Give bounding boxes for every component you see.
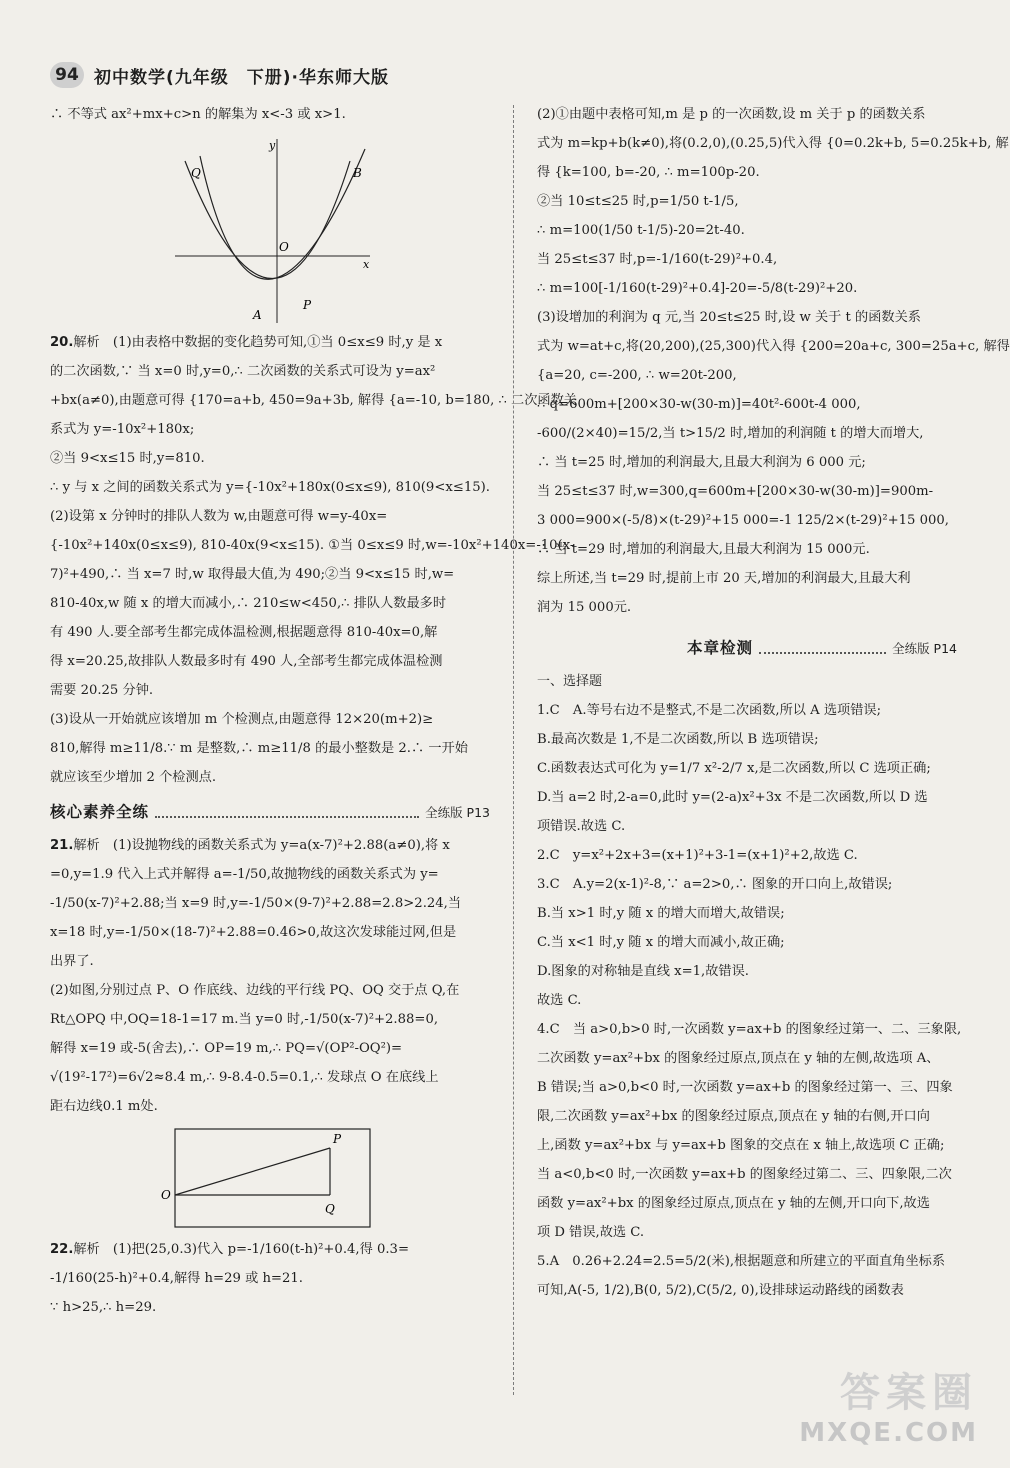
answer-line: 3 000=900×(-5/8)×(t-29)²+15 000=-1 125/2×(t-29)²+15 000, [537, 513, 949, 528]
answer-line: 810,解得 m≥11/8.∵ m 是整数,∴ m≥11/8 的最小整数是 2.∴ 一开始 [50, 741, 468, 756]
answer-line: C.当 x<1 时,y 随 x 的增大而减小,故正确; [537, 935, 785, 950]
answer-line: (2)如图,分别过点 P、O 作底线、边线的平行线 PQ、OQ 交于点 Q,在 [50, 983, 460, 998]
column-divider [513, 105, 514, 1395]
answer-line: √(19²-17²)=6√2≈8.4 m,∴ 9-8.4-0.5=0.1,∴ 发球点 O 在底线上 [50, 1070, 439, 1085]
answer-line: 得 x=20.25,故排队人数最多时有 490 人,全部考生都完成体温检测 [50, 654, 443, 669]
parabola-2 [185, 161, 350, 279]
answer-line: ∴ m=100(1/50 t-1/5)-20=2t-40. [537, 223, 745, 238]
label-P: P [303, 298, 312, 312]
answer-line: 5.A 0.26+2.24=2.5=5/2(米),根据题意和所建立的平面直角坐标系 [537, 1254, 946, 1269]
answer-line: 3.C A.y=2(x-1)²-8,∵ a=2>0,∴ 图象的开口向上,故错误; [537, 877, 893, 892]
answer-line: C.函数表达式可化为 y=1/7 x²-2/7 x,是二次函数,所以 C 选项正确; [537, 761, 931, 776]
answer-line: 810-40x,w 随 x 的增大而减小,∴ 210≤w<450,∴ 排队人数最多时 [50, 596, 447, 611]
watermark [799, 1361, 978, 1448]
answer-line: 2.C y=x²+2x+3=(x+1)²+3-1=(x+1)²+2,故选 C. [537, 848, 858, 863]
label-A: A [253, 308, 262, 322]
answer-line: D.图象的对称轴是直线 x=1,故错误. [537, 964, 749, 979]
watermark-url: MXQE.COM [799, 1418, 978, 1448]
answer-line: ②当 10≤t≤25 时,p=1/50 t-1/5, [537, 194, 739, 209]
answer-line: 上,函数 y=ax²+bx 与 y=ax+b 图象的交点在 x 轴上,故选项 C 正确; [537, 1138, 945, 1153]
answer-line: 系式为 y=-10x²+180x; [50, 422, 195, 437]
answer-line: 解得 x=19 或-5(舍去),∴ OP=19 m,∴ PQ=√(OP²-OQ²)= [50, 1041, 403, 1056]
label-Q: Q [191, 166, 201, 180]
answer-line: x=18 时,y=-1/50×(18-7)²+2.88=0.46>0,故这次发球能过网,但是 [50, 925, 457, 940]
question-number: 20. [50, 335, 74, 350]
section-page-ref: 全练版 P13 [425, 805, 490, 820]
watermark-text: 答案圈 [840, 1370, 978, 1416]
answer-line: 解析 (1)设抛物线的函数关系式为 y=a(x-7)²+2.88(a≠0),将 x [73, 838, 450, 853]
answer-line: ②当 9<x≤15 时,y=810. [50, 451, 205, 466]
section-title: 核心素养全练 [50, 803, 150, 821]
section-page-ref: 全练版 P14 [892, 641, 957, 656]
answer-line: 7)²+490,∴ 当 x=7 时,w 取得最大值,为 490;②当 9<x≤15 时,w= [50, 567, 455, 582]
question-22-continued [537, 100, 1010, 622]
answer-line: 有 490 人.要全部考生都完成体温检测,根据题意得 810-40x=0,解 [50, 625, 438, 640]
question-number: 22. [50, 1242, 74, 1257]
answer-line: 距右边线0.1 m处. [50, 1099, 158, 1114]
dotted-leader [155, 808, 419, 818]
dotted-leader [759, 644, 886, 654]
answer-line: 4.C 当 a>0,b>0 时,一次函数 y=ax+b 的图象经过第一、二、三象限, [537, 1022, 962, 1037]
answer-line: 故选 C. [537, 993, 582, 1008]
answer-line: B.当 x>1 时,y 随 x 的增大而增大,故错误; [537, 906, 785, 921]
answer-line: +bx(a≠0),由题意可得 {170=a+b, 450=9a+3b, 解得 {a=-10, b=180, ∴ 二次函数关 [50, 393, 577, 408]
answer-line: 1.C A.等号右边不是整式,不是二次函数,所以 A 选项错误; [537, 703, 882, 718]
book-title: 初中数学(九年级 下册)·华东师大版 [94, 67, 389, 88]
answer-line: 解析 (1)由表格中数据的变化趋势可知,①当 0≤x≤9 时,y 是 x [73, 335, 443, 350]
answer-line: B.最高次数是 1,不是二次函数,所以 B 选项错误; [537, 732, 819, 747]
question-21 [50, 831, 490, 1121]
answer-line: 函数 y=ax²+bx 的图象经过原点,顶点在 y 轴的左侧,开口向下,故选 [537, 1196, 930, 1211]
answer-line: 得 {k=100, b=-20, ∴ m=100p-20. [537, 165, 760, 180]
question-22 [50, 1235, 490, 1322]
answer-line: 当 25≤t≤37 时,p=-1/160(t-29)²+0.4, [537, 252, 778, 267]
multiple-choice-answers [537, 696, 962, 1305]
parabola-figure [165, 131, 375, 326]
answer-line: 二次函数 y=ax²+bx 的图象经过原点,顶点在 y 轴的左侧,故选项 A、 [537, 1051, 940, 1066]
answer-line: 式为 m=kp+b(k≠0),将(0.2,0),(0.25,5)代入得 {0=0.2k+b, 5=0.25k+b, 解 [537, 136, 1009, 151]
answer-line: (3)设增加的利润为 q 元,当 20≤t≤25 时,设 w 关于 t 的函数关系 [537, 310, 921, 325]
answer-line: 出界了. [50, 954, 94, 969]
label-y: y [269, 139, 276, 152]
answer-line: 限,二次函数 y=ax²+bx 的图象经过原点,顶点在 y 轴的右侧,开口向 [537, 1109, 930, 1124]
label-x: x [363, 258, 370, 271]
label-P: P [333, 1132, 342, 1146]
page-number: 94 [50, 62, 84, 88]
answer-line: 当 25≤t≤37 时,w=300,q=600m+[200×30-w(30-m)]=900m- [537, 484, 934, 499]
label-B: B [353, 166, 362, 180]
label-O: O [279, 240, 289, 254]
answer-line: 项 D 错误,故选 C. [537, 1225, 645, 1240]
answer-line: {-10x²+140x(0≤x≤9), 810-40x(9<x≤15). ①当 0≤x≤9 时,w=-10x²+140x=-10(x- [50, 538, 575, 553]
answer-line: (2)设第 x 分钟时的排队人数为 w,由题意可得 w=y-40x= [50, 509, 388, 524]
answer-line: 润为 15 000元. [537, 600, 632, 615]
subsection-title: 一、选择题 [537, 674, 603, 689]
answer-line: 可知,A(-5, 1/2),B(0, 5/2),C(5/2, 0),设排球运动路线的函数表 [537, 1283, 904, 1298]
label-Q: Q [325, 1202, 335, 1216]
answer-line: 解析 (1)把(25,0.3)代入 p=-1/160(t-h)²+0.4,得 0.3= [73, 1242, 409, 1257]
court-figure [155, 1123, 385, 1233]
answer-line: -600/(2×40)=15/2,当 t>15/2 时,增加的利润随 t 的增大而增大, [537, 426, 924, 441]
answer-line: D.当 a=2 时,2-a=0,此时 y=(2-a)x²+3x 不是二次函数,所以 D 选 [537, 790, 928, 805]
answer-line: ∴ y 与 x 之间的函数关系式为 y={-10x²+180x(0≤x≤9), 810(9<x≤15). [50, 480, 490, 495]
answer-line: 式为 w=at+c,将(20,200),(25,300)代入得 {200=20a+c, 300=25a+c, 解得 [537, 339, 1010, 354]
answer-line: 就应该至少增加 2 个检测点. [50, 770, 217, 785]
question-number: 21. [50, 838, 74, 853]
answer-line: ∵ h>25,∴ h=29. [50, 1300, 157, 1315]
label-O: O [161, 1188, 171, 1202]
answer-line: 项错误.故选 C. [537, 819, 626, 834]
answer-line: -1/160(25-h)²+0.4,解得 h=29 或 h=21. [50, 1271, 303, 1286]
answer-line: 当 a<0,b<0 时,一次函数 y=ax+b 的图象经过第二、三、四象限,二次 [537, 1167, 952, 1182]
right-column [537, 100, 1010, 1305]
answer-line: =0,y=1.9 代入上式并解得 a=-1/50,故抛物线的函数关系式为 y= [50, 867, 439, 882]
answer-line: B 错误;当 a>0,b<0 时,一次函数 y=ax+b 的图象经过第一、三、四象 [537, 1080, 953, 1095]
answer-line: Rt△OPQ 中,OQ=18-1=17 m.当 y=0 时,-1/50(x-7)²+2.88=0, [50, 1012, 439, 1027]
answer-line: 需要 20.25 分钟. [50, 683, 154, 698]
answer-line: 的二次函数,∵ 当 x=0 时,y=0,∴ 二次函数的关系式可设为 y=ax² [50, 364, 436, 379]
section-header-chapter-test [687, 634, 957, 663]
section-title: 本章检测 [687, 639, 754, 657]
answer-line: ∴ 当 t=25 时,增加的利润最大,且最大利润为 6 000 元; [537, 455, 866, 470]
segment-OP [175, 1148, 330, 1195]
answer-line: ∴ m=100[-1/160(t-29)²+0.4]-20=-5/8(t-29)²+20. [537, 281, 858, 296]
answer-line: ∴ 不等式 ax²+mx+c>n 的解集为 x<-3 或 x>1. [50, 107, 346, 122]
answer-line: ∴ q=600m+[200×30-w(30-m)]=40t²-600t-4 000, [537, 397, 861, 412]
page-header [50, 58, 389, 92]
answer-line: -1/50(x-7)²+2.88;当 x=9 时,y=-1/50×(9-7)²+2.88=2.8>2.24,当 [50, 896, 462, 911]
answer-line: (3)设从一开始就应该增加 m 个检测点,由题意得 12×20(m+2)≥ [50, 712, 434, 727]
answer-line: {a=20, c=-200, ∴ w=20t-200, [537, 368, 737, 383]
parabola-1 [200, 149, 365, 279]
answer-line: 综上所述,当 t=29 时,提前上市 20 天,增加的利润最大,且最大利 [537, 571, 911, 586]
section-header-core [50, 798, 490, 827]
answer-line: (2)①由题中表格可知,m 是 p 的一次函数,设 m 关于 p 的函数关系 [537, 107, 926, 122]
answer-line: ∴ 当 t=29 时,增加的利润最大,且最大利润为 15 000元. [537, 542, 870, 557]
